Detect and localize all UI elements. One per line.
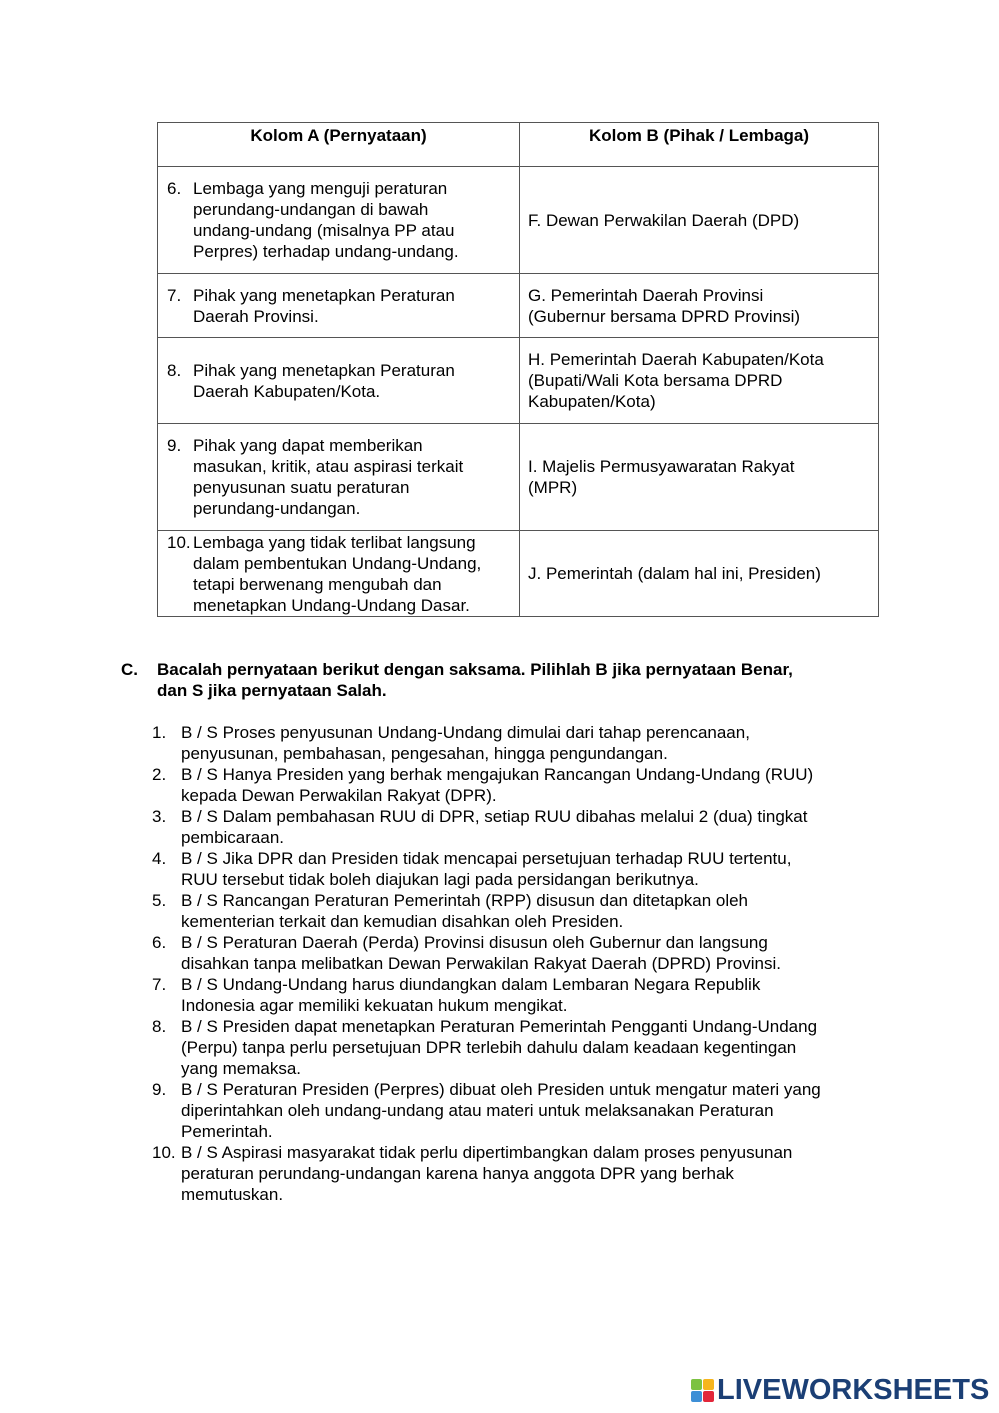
item-number: 2.	[152, 765, 167, 784]
item-number: 3.	[152, 807, 167, 826]
list-item	[152, 1142, 821, 1205]
table-row	[158, 167, 879, 274]
item-text: B / S Aspirasi masyarakat tidak perlu dipertimbangkan dalam proses penyusunan peraturan perundang-undangan karena hanya anggota DPR yang berhak memutuskan.	[181, 1143, 793, 1204]
institution-cell: F. Dewan Perwakilan Daerah (DPD)	[520, 167, 879, 274]
statement-number: 7.	[167, 285, 182, 305]
section-instruction: Bacalah pernyataan berikut dengan saksama. Pilihlah B jika pernyataan Benar, dan S jika pernyataan Salah.	[157, 660, 793, 700]
item-text: B / S Dalam pembahasan RUU di DPR, setiap RUU dibahas melalui 2 (dua) tingkat pembicaraan.	[181, 807, 808, 847]
statement-cell	[158, 424, 520, 531]
logo-tile	[703, 1391, 714, 1402]
statement-text: Pihak yang menetapkan Peraturan Daerah Kabupaten/Kota.	[193, 360, 455, 401]
list-item	[152, 1079, 821, 1142]
item-number: 7.	[152, 975, 167, 994]
statement-text: Lembaga yang tidak terlibat langsung dalam pembentukan Undang-Undang, tetapi berwenang mengubah dan menetapkan Undang-Undang Dasar.	[193, 532, 482, 615]
item-text: B / S Peraturan Presiden (Perpres) dibuat oleh Presiden untuk mengatur materi yang diperintahkan oleh undang-undang atau materi untuk melaksanakan Peraturan Pemerintah.	[181, 1080, 821, 1141]
logo-tile	[691, 1391, 702, 1402]
item-text: B / S Hanya Presiden yang berhak mengajukan Rancangan Undang-Undang (RUU) kepada Dewan Perwakilan Rakyat (DPR).	[181, 765, 814, 805]
statement-number: 6.	[167, 179, 182, 198]
true-false-list	[152, 722, 821, 1205]
item-text: B / S Jika DPR dan Presiden tidak mencapai persetujuan terhadap RUU tertentu, RUU tersebut tidak boleh diajukan lagi pada persidangan berikutnya.	[181, 849, 792, 889]
statement-cell	[158, 531, 520, 617]
table-row	[158, 338, 879, 424]
item-number: 5.	[152, 891, 167, 910]
list-item	[152, 932, 821, 974]
statement-text: Lembaga yang menguji peraturan perundang-undangan di bawah undang-undang (misalnya PP atau Perpres) terhadap undang-undang.	[193, 179, 459, 261]
item-number: 1.	[152, 723, 167, 742]
item-text: B / S Presiden dapat menetapkan Peraturan Pemerintah Pengganti Undang-Undang (Perpu) tanpa perlu persetujuan DPR terlebih dahulu dalam keadaan kegentingan yang memaksa.	[181, 1017, 818, 1078]
column-b-header: Kolom B (Pihak / Lembaga)	[520, 123, 879, 167]
item-number: 6.	[152, 933, 167, 952]
item-text: B / S Rancangan Peraturan Pemerintah (RPP) disusun dan ditetapkan oleh kementerian terkait dan kemudian disahkan oleh Presiden.	[181, 891, 749, 931]
list-item	[152, 848, 821, 890]
table-header-row	[158, 123, 879, 167]
item-number: 10.	[152, 1143, 176, 1162]
logo-tile	[691, 1379, 702, 1390]
table-row	[158, 531, 879, 617]
column-a-header: Kolom A (Pernyataan)	[158, 123, 520, 167]
item-number: 9.	[152, 1080, 167, 1099]
table-row	[158, 424, 879, 531]
institution-cell: H. Pemerintah Daerah Kabupaten/Kota (Bupati/Wali Kota bersama DPRD Kabupaten/Kota)	[520, 338, 879, 424]
list-item	[152, 890, 821, 932]
statement-cell	[158, 338, 520, 424]
institution-cell: I. Majelis Permusyawaratan Rakyat (MPR)	[520, 424, 879, 531]
item-text: B / S Proses penyusunan Undang-Undang dimulai dari tahap perencanaan, penyusunan, pembahasan, pengesahan, hingga pengundangan.	[181, 723, 750, 763]
statement-number: 10.	[167, 532, 191, 552]
item-text: B / S Undang-Undang harus diundangkan dalam Lembaran Negara Republik Indonesia agar memiliki kekuatan hukum mengikat.	[181, 975, 761, 1015]
statement-number: 8.	[167, 360, 182, 380]
statement-cell	[158, 274, 520, 338]
list-item	[152, 764, 821, 806]
matching-table	[157, 122, 879, 617]
liveworksheets-logo	[691, 1374, 989, 1407]
statement-text: Pihak yang menetapkan Peraturan Daerah Provinsi.	[193, 285, 455, 326]
list-item	[152, 1016, 821, 1079]
item-number: 8.	[152, 1017, 167, 1036]
statement-cell	[158, 167, 520, 274]
institution-cell: G. Pemerintah Daerah Provinsi (Gubernur bersama DPRD Provinsi)	[520, 274, 879, 338]
section-letter: C.	[121, 660, 138, 679]
logo-text: LIVEWORKSHEETS	[717, 1374, 990, 1406]
logo-tile	[703, 1379, 714, 1390]
list-item	[152, 974, 821, 1016]
list-item	[152, 722, 821, 764]
statement-text: Pihak yang dapat memberikan masukan, kritik, atau aspirasi terkait penyusunan suatu peraturan perundang-undangan.	[193, 436, 464, 518]
logo-tiles-icon	[691, 1379, 714, 1402]
item-text: B / S Peraturan Daerah (Perda) Provinsi disusun oleh Gubernur dan langsung disahkan tanpa melibatkan Dewan Perwakilan Rakyat Daerah (DPRD) Provinsi.	[181, 933, 781, 973]
list-item	[152, 806, 821, 848]
item-number: 4.	[152, 849, 167, 868]
institution-cell: J. Pemerintah (dalam hal ini, Presiden)	[520, 531, 879, 617]
statement-number: 9.	[167, 436, 182, 455]
section-c-heading	[121, 659, 793, 701]
table-row	[158, 274, 879, 338]
